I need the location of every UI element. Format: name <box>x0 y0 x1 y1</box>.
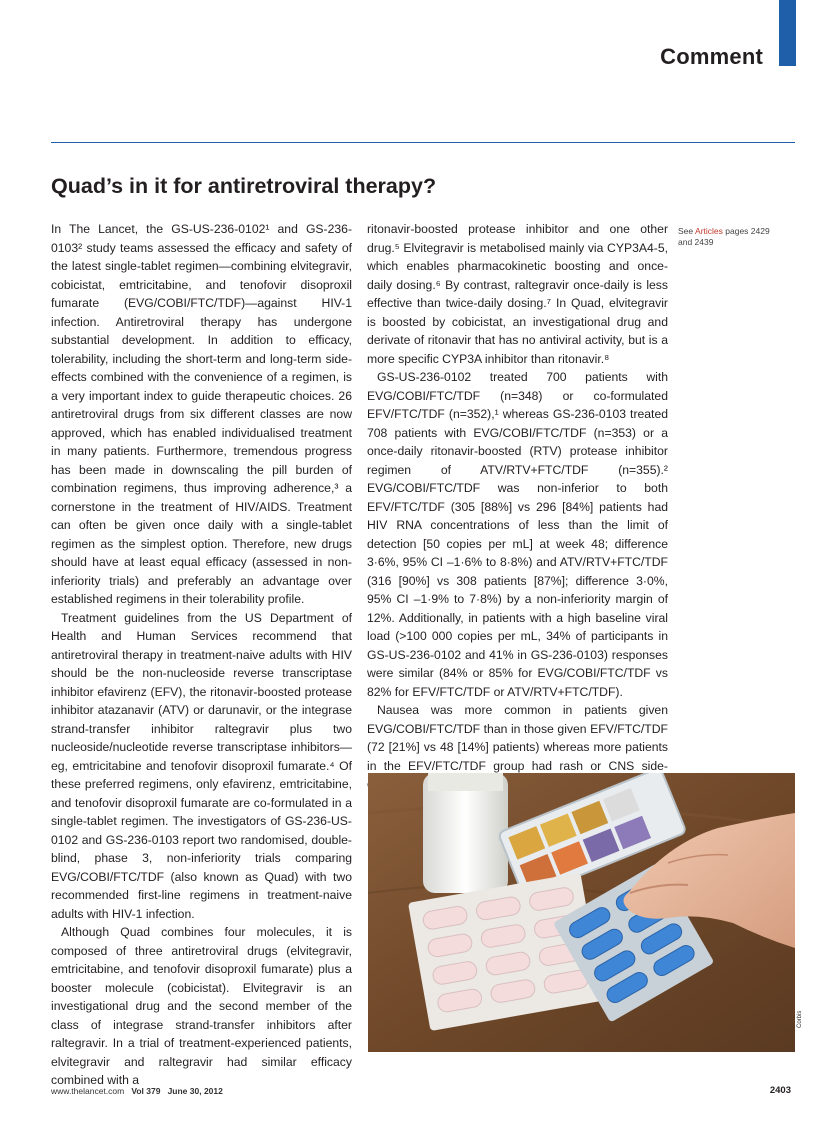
paragraph: GS-US-236-0102 treated 700 patients with EVG/COBI/FTC/TDF (n=348) or co-formulated EFV/FTC/TDF (n=352),¹ whereas GS-236-0103 treated 708 patients with EVG/COBI/FTC/TDF (n=353) or a once-daily ritonavir-boosted (RTV) protease inhibitor regimen of ATV/RTV+FTC/TDF (n=355).² EVG/COBI/FTC/TDF was non-inferior to both EFV/FTC/TDF (305 [88%] vs 296 [84%] patients had HIV RNA concentrations of less than the limit of detection [50 copies per mL] at week 48; difference 3·6%, 95% CI –1·6% to 8·8%) and ATV/RTV+FTC/TDF (316 [90%] vs 308 patients [87%]; difference 3·0%, 95% CI –1·9% to 7·8%) by a non-inferiority margin of 12%. Additionally, in patients with a high baseline viral load (>100 000 copies per mL, 34% of participants in GS-US-236-0102 and 41% in GS-236-0103) responses were similar (84% or 85% for EVG/COBI/FTC/TDF vs 82% for EFV/FTC/TDF or ATV/RTV+FTC/TDF). <box>367 370 668 699</box>
paragraph: In The Lancet, the GS-US-236-0102¹ and GS-236-0103² study teams assessed the efficacy and safety of the latest single-tablet regimen—combining elvitegravir, cobicistat, emtricitabine, and tenofovir disoproxil fumarate (EVG/COBI/FTC/TDF)—against HIV-1 infection. Antiretroviral therapy has undergone substantial development. In addition to efficacy, tolerability, including the short-term and long-term side-effects combined with the convenience of a regimen, is a very important index to guide therapeutic choices. 26 antiretroviral drugs from six different classes are now approved, which has enabled individualised treatment in many patients. Furthermore, tremendous progress has been made in downscaling the pill burden of combination regimens, thus improving adherence,³ a cornerstone in the treatment of HIV/AIDS. Treatment can often be given once daily with a single-tablet regimen as the simplest option. Therefore, new drugs should have at least equal efficacy (assessed in non-inferiority trials) and preferably an advantage over established regimens in their tolerability profile. <box>51 222 352 606</box>
see-also-note <box>678 226 778 248</box>
photo-credit: Corbis <box>797 1010 803 1028</box>
footer-date: June 30, 2012 <box>167 1086 223 1096</box>
footer-url[interactable]: www.thelancet.com <box>51 1086 125 1096</box>
see-also-suffix: pages 2429 and 2439 <box>678 226 770 247</box>
page-number: 2403 <box>769 1085 791 1096</box>
section-color-tab <box>779 0 796 66</box>
footer-volume: Vol 379 <box>131 1086 161 1096</box>
article-title: Quad’s in it for antiretroviral therapy? <box>51 174 437 198</box>
pills-photo <box>368 773 795 1052</box>
left-column <box>51 220 352 1090</box>
paragraph: ritonavir-boosted protease inhibitor and one other drug.⁵ Elvitegravir is metabolised mainly via CYP3A4-5, which enables pharmacokinetic boosting and once-daily dosing.⁶ By contrast, raltegravir once-daily is less effective than twice-daily dosing.⁷ In Quad, elvitegravir is boosted by cobicistat, an investigational drug and derivate of ritonavir that has no antiviral activity, but is a more specific CYP3A inhibitor than ritonavir.⁸ <box>367 222 668 366</box>
footer-info <box>51 1086 223 1096</box>
paragraph: Nausea was more common in patients given EVG/COBI/FTC/TDF than in those given EFV/FTC/TDF (72 [21%] vs 48 [14%] patients) whereas more patients in the EFV/FTC/TDF group had rash or CNS side- <box>367 703 668 773</box>
see-also-prefix: See <box>678 226 696 236</box>
paragraph: Treatment guidelines from the US Department of Health and Human Services recommend that antiretroviral therapy in treatment-naive adults with HIV should be the non-nucleoside reverse transcriptase inhibitor efavirenz (EFV), the ritonavir-boosted protease inhibitor atazanavir (ATV) or darunavir, or the integrase strand-transfer inhibitor raltegravir plus two nucleoside/nucleotide reverse transcriptase inhibitors—eg, emtricitabine and tenofovir disoproxil fumarate.⁴ Of these preferred regimens, only efavirenz, emtricitabine, and tenofovir disoproxil fumarate are co-formulated in a single-tablet regimen. The investigators of GS-236-US-0102 and GS-236-0103 report two randomised, double-blind, phase 3, non-inferiority trials comparing EVG/COBI/FTC/TDF (also known as Quad) with two recommended first-line regimens in treatment-naive adults with HIV-1 infection. <box>51 610 352 921</box>
header-rule <box>51 142 795 143</box>
paragraph: Although Quad combines four molecules, it is composed of three antiretroviral drugs (elvitegravir, emtricitabine, and tenofovir disoproxil fumarate) plus a booster molecule (cobicistat). Elvitegravir is an investigational drug and the second member of the class of integrase strand-transfer inhibitors after raltegravir. In a trial of treatment-experienced patients, elvitegravir and raltegravir had similar efficacy combined with a <box>51 925 352 1087</box>
pills-photo-illustration <box>368 773 795 1052</box>
articles-link[interactable]: Articles <box>695 226 723 236</box>
section-label: Comment <box>660 44 763 69</box>
right-column <box>367 220 668 794</box>
